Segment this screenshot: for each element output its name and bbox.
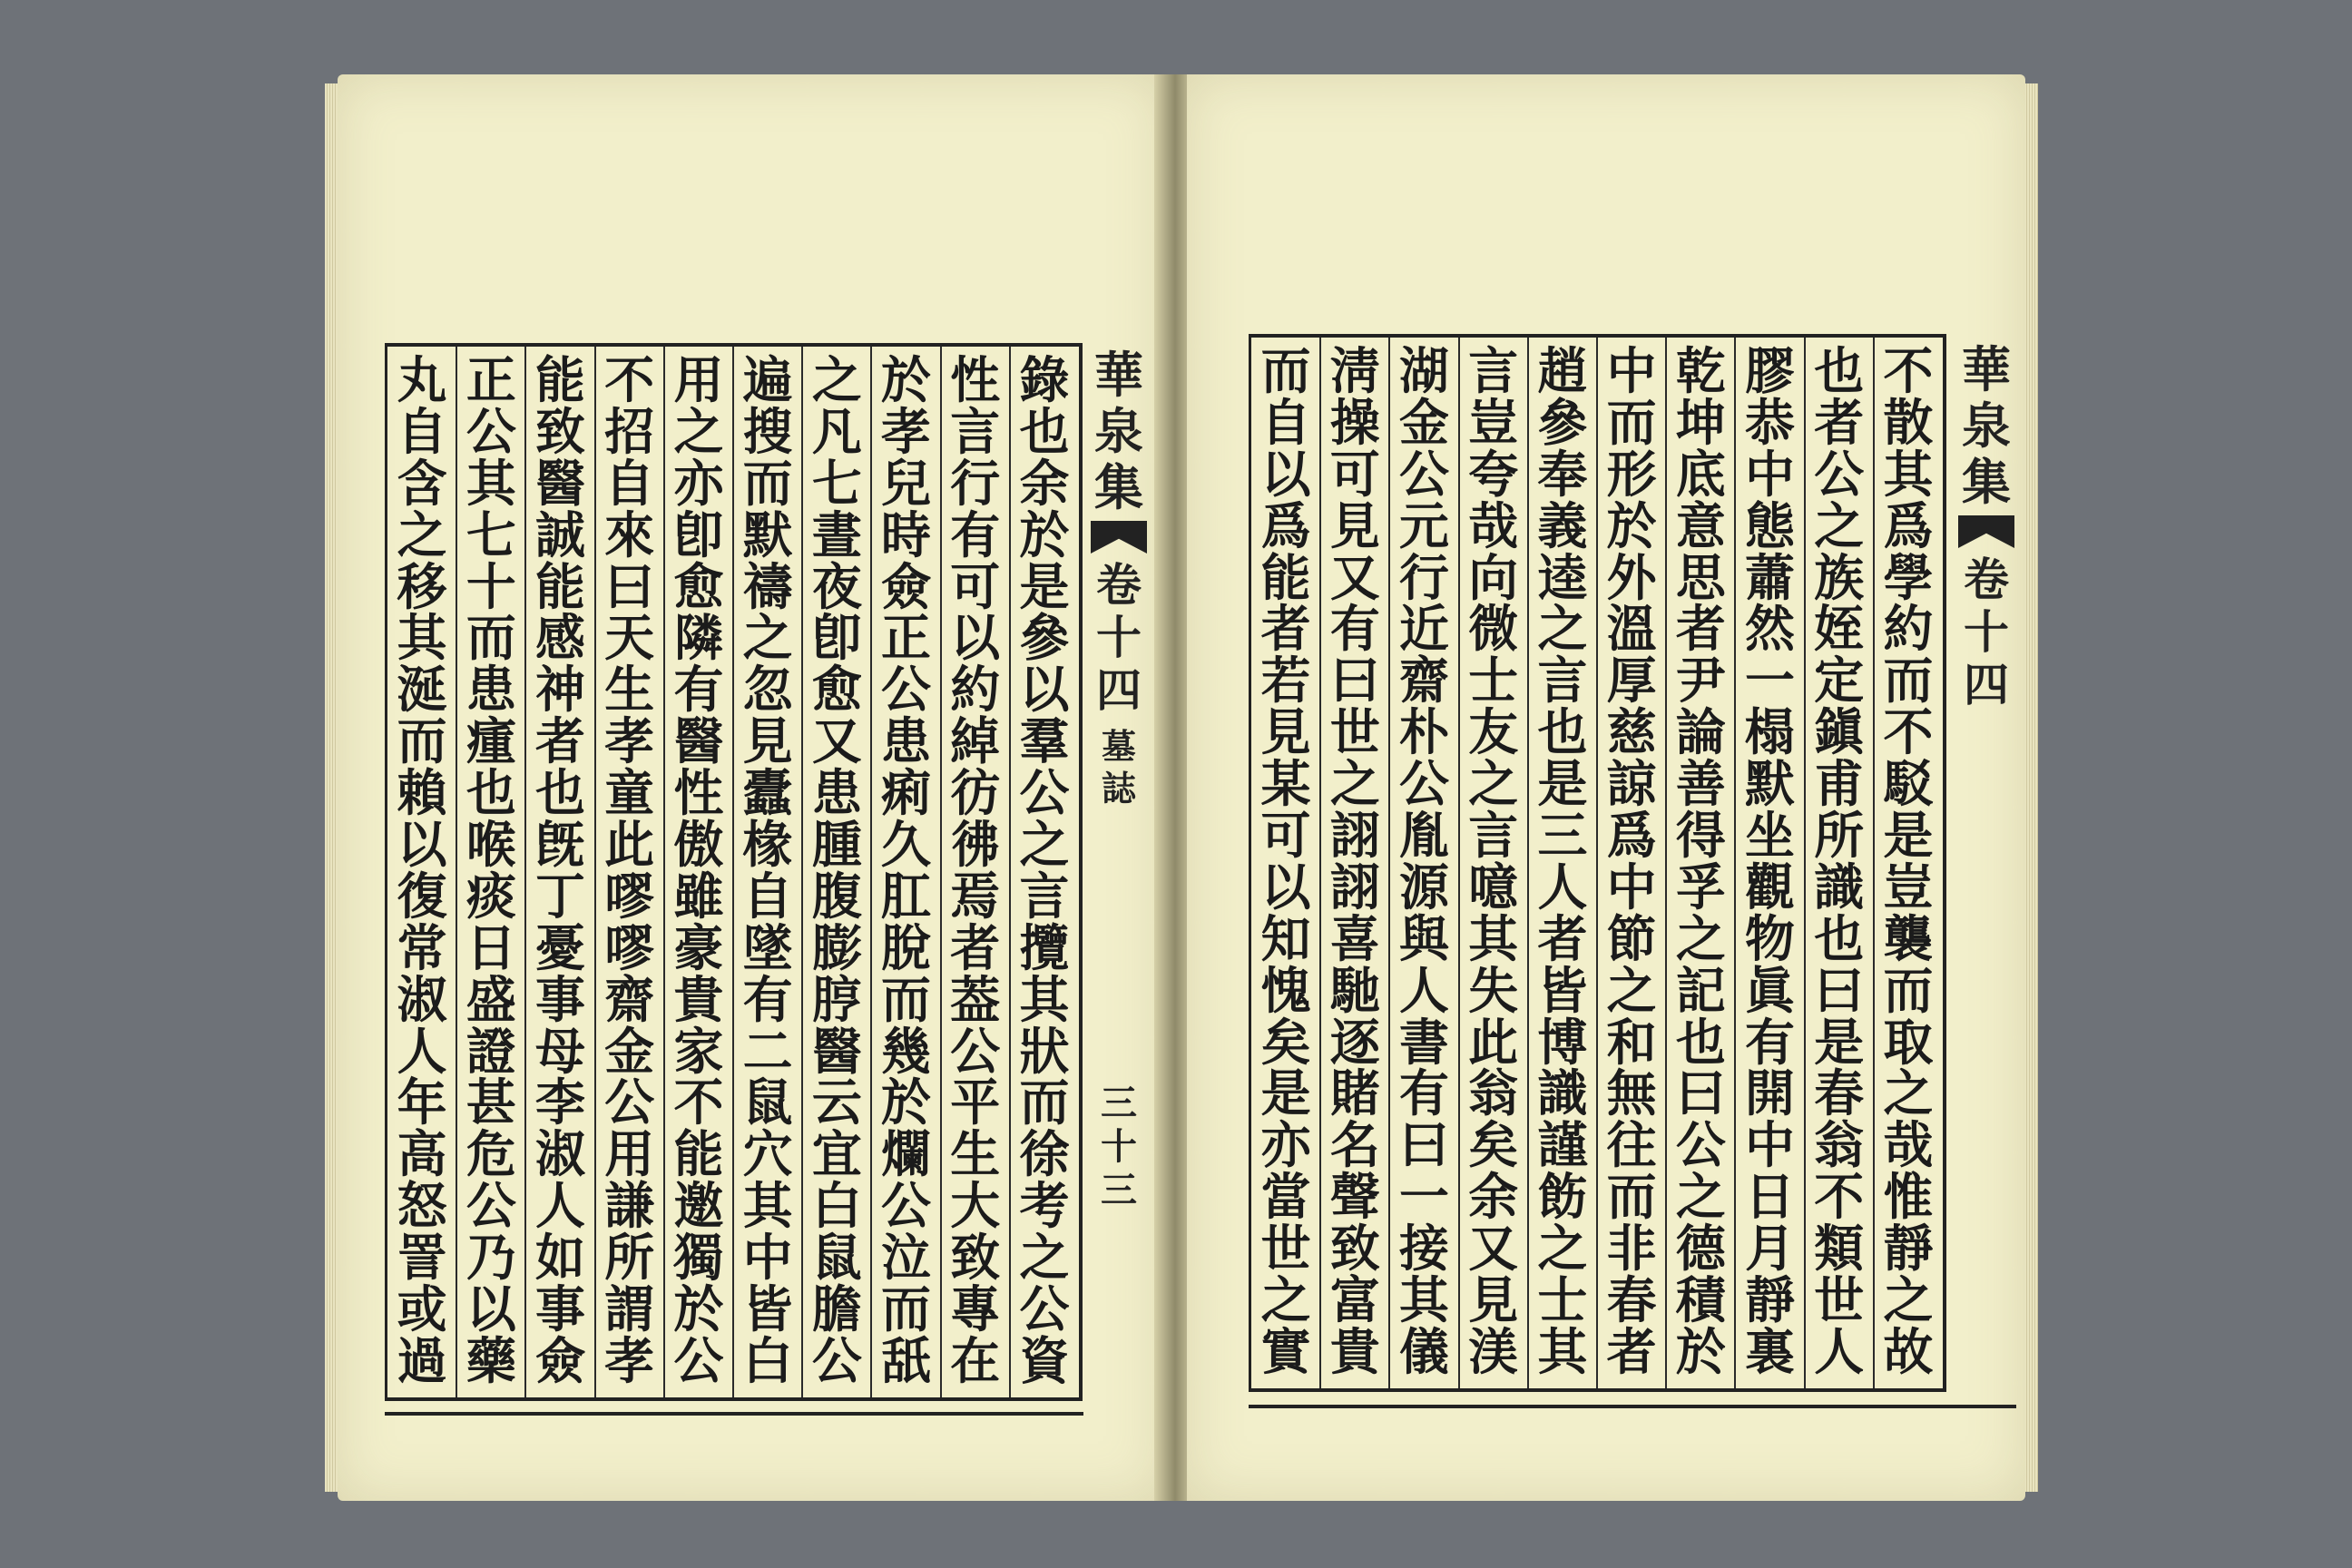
fishtail-mark: [1958, 515, 2014, 548]
column-rule: [524, 347, 526, 1397]
column-rule: [1596, 338, 1598, 1388]
right-text-column: 乾 坤 底 意 思 者 尹 論 善 得 孚 之 記 也 曰 公 之 德 積 於: [1675, 341, 1726, 1381]
left-margin-column: [1089, 347, 1149, 1212]
fishtail-mark: [1091, 521, 1147, 554]
right-text-column: 而 自 以 爲 能 者 若 見 某 可 以 知 愧 矣 是 亦 當 世 之 實: [1260, 341, 1311, 1381]
right-text-column: 膠 恭 中 態 蕭 然 一 榻 默 坐 觀 物 眞 有 開 中 日 月 靜 裏: [1745, 341, 1795, 1381]
right-text-column: 湖 金 公 元 行 近 齋 朴 公 胤 源 與 人 書 有 曰 一 接 其 儀: [1399, 341, 1449, 1381]
left-text-column: 能 致 醫 誠 能 感 神 者 也 旣 丁 憂 事 母 李 淑 人 如 事 僉: [535, 350, 585, 1390]
open-book: [338, 74, 2025, 1501]
right-text-column: 中 而 形 於 外 溫 厚 慈 諒 爲 中 節 之 和 無 往 而 非 春 者: [1606, 341, 1657, 1381]
column-rule: [1734, 338, 1736, 1388]
right-text-column: 趙 參 奉 義 逵 之 言 也 是 三 人 者 皆 博 識 謹 飭 之 士 其: [1537, 341, 1588, 1381]
column-rule: [870, 347, 872, 1397]
left-text-column: 正 公 其 七 十 而 患 瘇 也 喉 痰 日 盛 證 甚 危 公 乃 以 藥: [466, 350, 516, 1390]
left-text-column: 不 招 自 來 曰 天 生 孝 童 此 嘐 嘐 齋 金 公 用 謙 所 謂 孝: [604, 350, 655, 1390]
column-rule: [663, 347, 665, 1397]
right-text-column: 不 散 其 爲 學 約 而 不 駁 是 豈 襲 而 取 之 哉 惟 靜 之 故: [1883, 341, 1934, 1381]
right-text-columns: [1251, 338, 1943, 1388]
column-rule: [1527, 338, 1529, 1388]
left-text-column: 性 言 行 有 可 以 約 綽 彷 彿 焉 者 葢 公 平 生 大 致 專 在: [950, 350, 1001, 1390]
column-rule: [1458, 338, 1460, 1388]
right-text-column: 言 豈 夸 哉 向 微 士 友 之 言 噫 其 失 此 翁 矣 余 又 見 渼: [1468, 341, 1519, 1381]
right-text-column: 淸 操 可 見 又 有 曰 世 之 詡 詡 喜 馳 逐 賭 名 聲 致 富 貴: [1329, 341, 1380, 1381]
left-text-column: 於 孝 兒 時 僉 正 公 患 痢 久 肛 脫 而 幾 於 爛 公 泣 而 舐: [881, 350, 931, 1390]
left-page: [338, 74, 1163, 1501]
left-margin-volume: 卷 十 四: [1096, 558, 1142, 717]
right-text-column: 也 者 公 之 族 姪 定 鎭 甫 所 識 也 曰 是 春 翁 不 類 世 人: [1814, 341, 1865, 1381]
right-margin-volume: 卷 十 四: [1964, 553, 2009, 711]
column-rule: [594, 347, 596, 1397]
right-bottom-rule: [1249, 1405, 2016, 1408]
column-rule: [801, 347, 803, 1397]
left-text-column: 之 凡 七 晝 夜 卽 愈 又 患 腫 腹 膨 脝 醫 云 宜 白 鼠 膽 公: [811, 350, 862, 1390]
column-rule: [1665, 338, 1667, 1388]
left-bottom-rule: [385, 1412, 1083, 1416]
left-text-column: 用 之 亦 卽 愈 隣 有 醫 性 傲 雖 豪 貴 家 不 能 邀 獨 於 公: [673, 350, 724, 1390]
right-page: [1187, 74, 2025, 1501]
column-rule: [1873, 338, 1875, 1388]
left-margin-section: 墓 誌: [1101, 726, 1136, 808]
left-text-frame: [385, 343, 1083, 1401]
left-text-column: 丸 自 含 之 移 其 涎 而 賴 以 復 常 淑 人 年 高 怒 詈 或 過: [397, 350, 447, 1390]
column-rule: [1804, 338, 1806, 1388]
left-text-column: 錄 也 余 於 是 參 以 羣 公 之 言 攬 其 狀 而 徐 考 之 公 資: [1019, 350, 1070, 1390]
right-margin-title: 華 泉 集: [1962, 340, 2011, 511]
column-rule: [940, 347, 942, 1397]
column-rule: [1009, 347, 1011, 1397]
column-rule: [456, 347, 457, 1397]
left-margin-title: 華 泉 集: [1094, 346, 1143, 516]
left-text-columns: [387, 347, 1079, 1397]
left-text-column: 遍 搜 而 默 禱 之 忽 見 蠹 椽 自 墜 有 二 鼠 穴 其 中 皆 白: [742, 350, 793, 1390]
column-rule: [1319, 338, 1321, 1388]
right-margin-column: [1956, 341, 2016, 711]
right-text-frame: [1249, 334, 1946, 1392]
left-page-number: 三 十 三: [1101, 1082, 1137, 1211]
column-rule: [732, 347, 734, 1397]
column-rule: [1388, 338, 1390, 1388]
